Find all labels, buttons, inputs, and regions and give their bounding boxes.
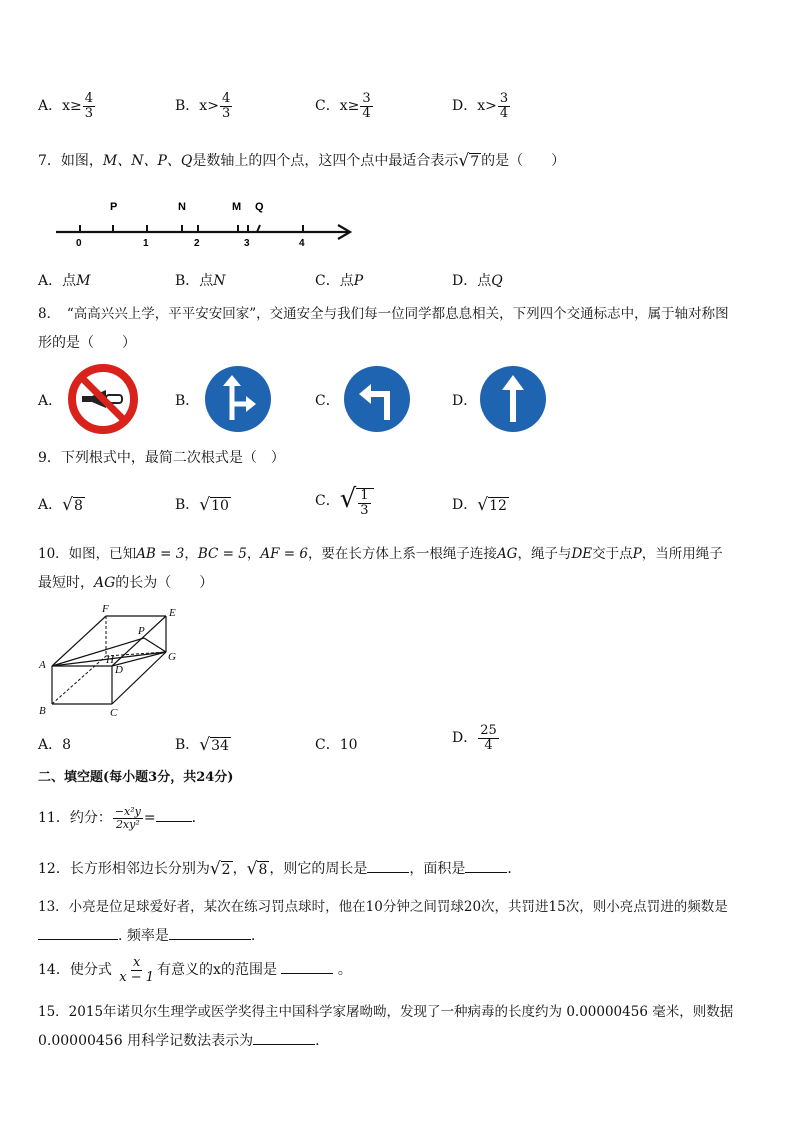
area-blank[interactable]: [465, 858, 507, 873]
section-heading: 二、填空题(每小题3分，共24分): [38, 770, 234, 785]
label-e: E: [169, 607, 176, 619]
axis-label-m: M: [232, 201, 242, 213]
label-f: F: [102, 603, 109, 615]
q8-option-d-label: D．: [452, 393, 478, 409]
q10-option-d: D． $\frac{25}{4}$: [452, 723, 497, 753]
q10-stem-line1: 10．如图，已知AB = 3，BC = 5，AF = 6，要在长方体上系一根绳子连接AG，绳子与DE交于点P，当所用绳子: [38, 546, 723, 562]
q8-option-a-label: A．: [38, 393, 63, 409]
answer-blank[interactable]: [156, 807, 192, 822]
q12: 12．长方形相邻边长分别为√2 ，√8 ，则它的周长是 ，面积是 ．: [38, 859, 522, 879]
q7-option-c: C．点P: [315, 273, 364, 289]
label-c: C: [110, 707, 118, 719]
q10-option-a: A．8: [38, 737, 72, 753]
q9-option-b: B．√10: [175, 495, 229, 515]
scientific-notation-blank[interactable]: [253, 1030, 315, 1045]
q7-option-a: A．点M: [38, 273, 91, 289]
frequency-rate-blank[interactable]: [169, 925, 251, 940]
q10-option-b: B．√34: [175, 735, 229, 755]
fraction: $\frac{3}{4}$: [362, 91, 371, 121]
q8-stem-line2: 形的是（ ）: [38, 335, 136, 351]
axis-label-n: N: [178, 201, 186, 213]
q8-stem-line1: 8． “高高兴兴上学，平平安安回家”，交通安全与我们每一位同学都息息相关，下列四个交通标志中，属于轴对称图: [38, 306, 729, 322]
q6-option-c: C．x≥ $\frac{3}{4}$: [315, 91, 371, 121]
q13-line2: . 频率是 .: [38, 925, 255, 945]
q9-stem: 9．下列根式中，最简二次根式是（ ）: [38, 450, 285, 466]
fraction: $\frac{4}{3}$: [84, 91, 94, 121]
q6-option-b: B．x> $\frac{4}{3}$: [175, 91, 231, 121]
sqrt: √7: [458, 151, 480, 171]
q8-option-c-label: C．: [315, 393, 340, 409]
cuboid-diagram: [36, 602, 186, 720]
label-g: G: [168, 651, 176, 663]
axis-label-q: Q: [255, 201, 264, 213]
label-a: A: [39, 659, 46, 671]
q14: 14．使分式 $\frac{x}{x - 1}$ 有意义的x的范围是 。: [38, 955, 352, 985]
perimeter-blank[interactable]: [367, 858, 409, 873]
q9-option-a: A．√8: [38, 495, 83, 515]
label-h: H: [106, 654, 114, 666]
tick-label-2: 2: [194, 238, 200, 249]
label-b: B: [39, 705, 46, 717]
axis-label-p: P: [110, 201, 118, 213]
q15-line1: 15．2015年诺贝尔生理学或医学奖得主中国科学家屠呦呦，发现了一种病毒的长度约为 0.00000456 毫米，则数据: [38, 1004, 734, 1020]
fraction: $\frac{3}{4}$: [499, 91, 509, 121]
tick-label-1: 1: [143, 238, 149, 249]
tick-label-0: 0: [76, 238, 82, 249]
label-d: D: [115, 664, 123, 676]
q10-stem-line2: 最短时，AG的长为（ ）: [38, 575, 214, 591]
q8-option-b-label: B．: [175, 393, 200, 409]
q6-option-a: A．x≥ $\frac{4}{3}$: [38, 91, 94, 121]
tick-label-4: 4: [299, 238, 305, 249]
frequency-count-blank[interactable]: [38, 925, 118, 940]
straight-or-right-sign-icon: [203, 364, 273, 434]
q7-option-b: B．点N: [175, 273, 226, 289]
range-blank[interactable]: [281, 959, 333, 974]
q7-option-d: D．点Q: [452, 273, 503, 289]
q13-line1: 13．小亮是位足球爱好者，某次在练习罚点球时，他在10分钟之间罚球20次，共罚进15次，则小亮点罚进的频数是: [38, 899, 728, 915]
q15-line2: 0.00000456 用科学记数法表示为 .: [38, 1030, 320, 1050]
turn-left-sign-icon: [342, 364, 412, 434]
straight-ahead-sign-icon: [478, 364, 548, 434]
fraction: $\frac{4}{3}$: [221, 91, 231, 121]
q7-stem: 7．如图，M、N、P、Q是数轴上的四个点，这四个点中最适合表示√7 的是（ ）: [38, 151, 566, 171]
no-horn-sign-icon: [66, 362, 140, 436]
tick-label-3: 3: [244, 238, 250, 249]
q9-option-c: C．√ $\frac{1}{3}$: [315, 484, 374, 518]
number-line-diagram: [50, 192, 360, 252]
q11: 11．约分： $\frac{\text{−x²y}}{\text{2xy²}}$ = ．: [38, 805, 206, 831]
label-p: P: [138, 625, 145, 637]
q9-option-d: D．√12: [452, 495, 507, 515]
q6-option-d: D．x> $\frac{3}{4}$: [452, 91, 509, 121]
q10-option-c: C．10: [315, 737, 358, 753]
